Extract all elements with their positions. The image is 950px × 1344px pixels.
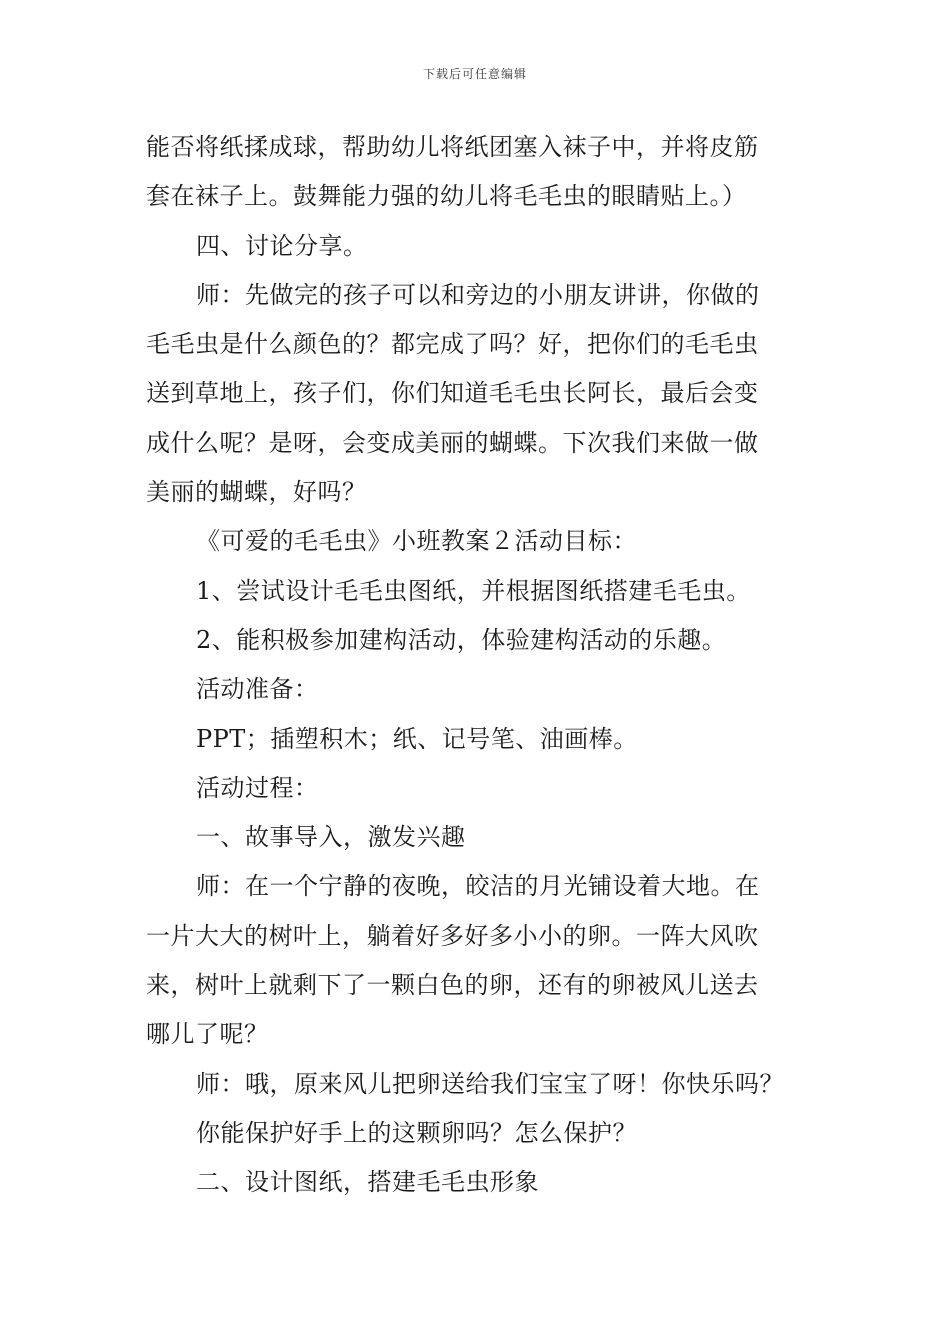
text-line: 师：先做完的孩子可以和旁边的小朋友讲讲，你做的 xyxy=(196,280,760,309)
text-line: 你能保护好手上的这颗卵吗？怎么保护？ xyxy=(196,1118,637,1147)
objective-item: 2、能积极参加建构活动，体验建构活动的乐趣。 xyxy=(196,625,727,654)
text-line: 美丽的蝴蝶，好吗？ xyxy=(146,478,367,507)
page-header: 下载后可任意编辑 xyxy=(422,67,527,81)
text-line: 能否将纸揉成球，帮助幼儿将纸团塞入袜子中，并将皮筋 xyxy=(146,133,759,161)
document-body xyxy=(146,123,818,1208)
objective-item: 1、尝试设计毛毛虫图纸，并根据图纸搭建毛毛虫。 xyxy=(196,576,751,605)
text-line: 成什么呢？是呀，会变成美丽的蝴蝶。下次我们来做一做 xyxy=(146,428,759,457)
section-heading: 活动过程： xyxy=(196,773,319,802)
text-line: PPT；插塑积木；纸、记号笔、油画棒。 xyxy=(196,724,638,753)
section-heading: 活动准备： xyxy=(196,675,319,704)
section-heading: 四、讨论分享。 xyxy=(196,231,368,260)
text-line: 来，树叶上就剩下了一颗白色的卵，还有的卵被风儿送去 xyxy=(146,971,759,1000)
text-line: 套在袜子上。鼓舞能力强的幼儿将毛毛虫的眼睛贴上。） xyxy=(146,182,747,211)
text-line: 师：在一个宁静的夜晚，皎洁的月光铺设着大地。在 xyxy=(196,872,760,901)
lesson-title: 《可爱的毛毛虫》小班教案２活动目标： xyxy=(196,527,637,556)
section-heading: 一、故事导入，激发兴趣 xyxy=(196,823,466,852)
section-heading: 二、设计图纸，搭建毛毛虫形象 xyxy=(196,1168,539,1197)
text-line: 师：哦，原来风儿把卵送给我们宝宝了呀！你快乐吗？ xyxy=(196,1069,784,1098)
text-line: 哪儿了呢？ xyxy=(146,1020,269,1049)
text-line: 送到草地上，孩子们，你们知道毛毛虫长阿长，最后会变 xyxy=(146,379,759,408)
text-line: 一片大大的树叶上，躺着好多好多小小的卵。一阵大风吹 xyxy=(146,921,759,950)
text-line: 毛毛虫是什么颜色的？都完成了吗？好，把你们的毛毛虫 xyxy=(146,330,759,359)
